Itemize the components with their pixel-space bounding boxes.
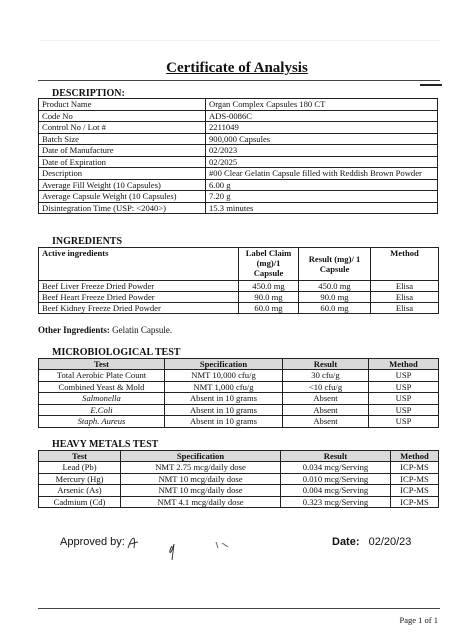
micro-row: [39, 404, 439, 416]
ingredients-header-active: Active ingredients: [39, 248, 239, 281]
description-row: [39, 110, 438, 122]
heavy-heading: HEAVY METALS TEST: [52, 439, 159, 450]
ingredient-cell: Beef Liver Freeze Dried Powder: [39, 281, 239, 292]
description-value: 6.00 g: [206, 179, 438, 191]
ingredients-header-claim: Label Claim (mg)/1 Capsule: [239, 248, 299, 281]
description-label: Date of Expiration: [39, 156, 206, 168]
micro-cell: USP: [369, 416, 439, 428]
description-label: Average Capsule Weight (10 Capsules): [39, 191, 206, 203]
description-row: [39, 145, 438, 157]
description-label: Code No: [39, 110, 206, 122]
description-value: 02/2025: [206, 156, 438, 168]
bottom-rule: [38, 608, 440, 609]
micro-row: [39, 416, 439, 428]
micro-row: [39, 370, 439, 382]
ingredient-cell: 60.0 mg: [299, 303, 371, 314]
heavy-cell: ICP-MS: [391, 496, 439, 508]
description-table: [38, 98, 438, 214]
heavy-header-method: Method: [391, 451, 439, 462]
date-label: Date:: [332, 536, 360, 548]
description-label: Batch Size: [39, 133, 206, 145]
ingredients-header-result: Result (mg)/ 1 Capsule: [299, 248, 371, 281]
micro-header-test: Test: [39, 359, 165, 370]
description-label: Date of Manufacture: [39, 145, 206, 157]
heavy-cell: 0.323 mcg/Serving: [281, 496, 391, 508]
description-value: 900,000 Capsules: [206, 133, 438, 145]
heavy-cell: Lead (Pb): [39, 462, 121, 474]
ingredient-row: [39, 281, 439, 292]
micro-cell: Combined Yeast & Mold: [39, 381, 165, 393]
heavy-cell: NMT 10 mcg/daily dose: [121, 473, 281, 485]
micro-cell: Absent in 10 grams: [165, 393, 283, 405]
micro-cell: USP: [369, 370, 439, 382]
heavy-cell: 0.004 mcg/Serving: [281, 485, 391, 497]
heavy-header-spec: Specification: [121, 451, 281, 462]
description-label: Description: [39, 168, 206, 180]
ingredient-cell: 60.0 mg: [239, 303, 299, 314]
description-label: Control No / Lot #: [39, 122, 206, 134]
micro-cell: NMT 1,000 cfu/g: [165, 381, 283, 393]
other-ingredients-label: Other Ingredients:: [38, 325, 110, 335]
heavy-header-result: Result: [281, 451, 391, 462]
micro-cell: E.Coli: [39, 404, 165, 416]
description-row: [39, 122, 438, 134]
micro-cell: Total Aerobic Plate Count: [39, 370, 165, 382]
ingredient-cell: Elisa: [371, 281, 439, 292]
ingredient-cell: Beef Heart Freeze Dried Powder: [39, 292, 239, 303]
heavy-cell: NMT 4.1 mcg/daily dose: [121, 496, 281, 508]
micro-cell: USP: [369, 393, 439, 405]
description-value: 02/2023: [206, 145, 438, 157]
description-value: 2211049: [206, 122, 438, 134]
micro-cell: 30 cfu/g: [283, 370, 369, 382]
scan-mark: [40, 40, 440, 41]
approved-by-label: Approved by:: [60, 536, 125, 548]
micro-cell: Absent: [283, 393, 369, 405]
description-row: [39, 133, 438, 145]
ingredient-cell: 450.0 mg: [299, 281, 371, 292]
description-row: [39, 202, 438, 214]
micro-cell: Absent in 10 grams: [165, 404, 283, 416]
micro-cell: USP: [369, 404, 439, 416]
heavy-row: [39, 462, 439, 474]
date-value: 02/20/23: [368, 536, 412, 548]
description-label: Disintegration Time (USP: <2040>): [39, 202, 206, 214]
heavy-cell: 0.034 mcg/Serving: [281, 462, 391, 474]
heavy-cell: Mercury (Hg): [39, 473, 121, 485]
description-row: [39, 99, 438, 111]
micro-cell: Salmonella: [39, 393, 165, 405]
description-value: Organ Complex Capsules 180 CT: [206, 99, 438, 111]
heavy-cell: ICP-MS: [391, 462, 439, 474]
other-ingredients-value: Gelatin Capsule.: [112, 325, 173, 335]
document-title: Certificate of Analysis: [166, 60, 308, 76]
micro-row: [39, 393, 439, 405]
heavy-cell: NMT 2.75 mcg/daily dose: [121, 462, 281, 474]
page-number: Page 1 of 1: [399, 615, 438, 625]
top-mark: [420, 84, 442, 86]
ingredient-row: [39, 303, 439, 314]
top-rule: [38, 80, 440, 81]
ingredients-header-method: Method: [371, 248, 439, 281]
ingredients-table: [38, 247, 439, 314]
micro-row: [39, 381, 439, 393]
ingredient-cell: 450.0 mg: [239, 281, 299, 292]
micro-header-spec: Specification: [165, 359, 283, 370]
ingredient-row: [39, 292, 439, 303]
signature-image: [120, 522, 240, 562]
heavy-cell: 0.010 mcg/Serving: [281, 473, 391, 485]
heavy-cell: Cadmium (Cd): [39, 496, 121, 508]
description-row: [39, 191, 438, 203]
ingredient-cell: 90.0 mg: [299, 292, 371, 303]
micro-heading: MICROBIOLOGICAL TEST: [52, 347, 181, 358]
approval-date: [332, 536, 411, 548]
description-row: [39, 179, 438, 191]
ingredient-cell: Elisa: [371, 303, 439, 314]
description-value: 7.20 g: [206, 191, 438, 203]
micro-header-method: Method: [369, 359, 439, 370]
micro-cell: Absent in 10 grams: [165, 416, 283, 428]
micro-table: [38, 358, 439, 428]
heavy-header-test: Test: [39, 451, 121, 462]
micro-cell: Absent: [283, 416, 369, 428]
heavy-row: [39, 496, 439, 508]
micro-cell: USP: [369, 381, 439, 393]
description-row: [39, 156, 438, 168]
micro-cell: Absent: [283, 404, 369, 416]
other-ingredients: [38, 325, 172, 335]
heavy-table: [38, 450, 439, 508]
ingredient-cell: Beef Kidney Freeze Dried Powder: [39, 303, 239, 314]
heavy-cell: NMT 10 mcg/daily dose: [121, 485, 281, 497]
description-label: Product Name: [39, 99, 206, 111]
ingredient-cell: 90.0 mg: [239, 292, 299, 303]
description-value: #00 Clear Gelatin Capsule filled with Reddish Brown Powder: [206, 168, 438, 180]
heavy-row: [39, 473, 439, 485]
micro-cell: NMT 10,000 cfu/g: [165, 370, 283, 382]
heavy-cell: ICP-MS: [391, 485, 439, 497]
description-value: 15.3 minutes: [206, 202, 438, 214]
description-row: [39, 168, 438, 180]
description-heading: DESCRIPTION:: [52, 88, 125, 99]
description-label: Average Fill Weight (10 Capsules): [39, 179, 206, 191]
heavy-cell: Arsenic (As): [39, 485, 121, 497]
heavy-cell: ICP-MS: [391, 473, 439, 485]
micro-cell: Staph. Aureus: [39, 416, 165, 428]
ingredient-cell: Elisa: [371, 292, 439, 303]
description-value: ADS-0086C: [206, 110, 438, 122]
micro-header-result: Result: [283, 359, 369, 370]
ingredients-heading: INGREDIENTS: [52, 236, 123, 247]
micro-cell: <10 cfu/g: [283, 381, 369, 393]
heavy-row: [39, 485, 439, 497]
